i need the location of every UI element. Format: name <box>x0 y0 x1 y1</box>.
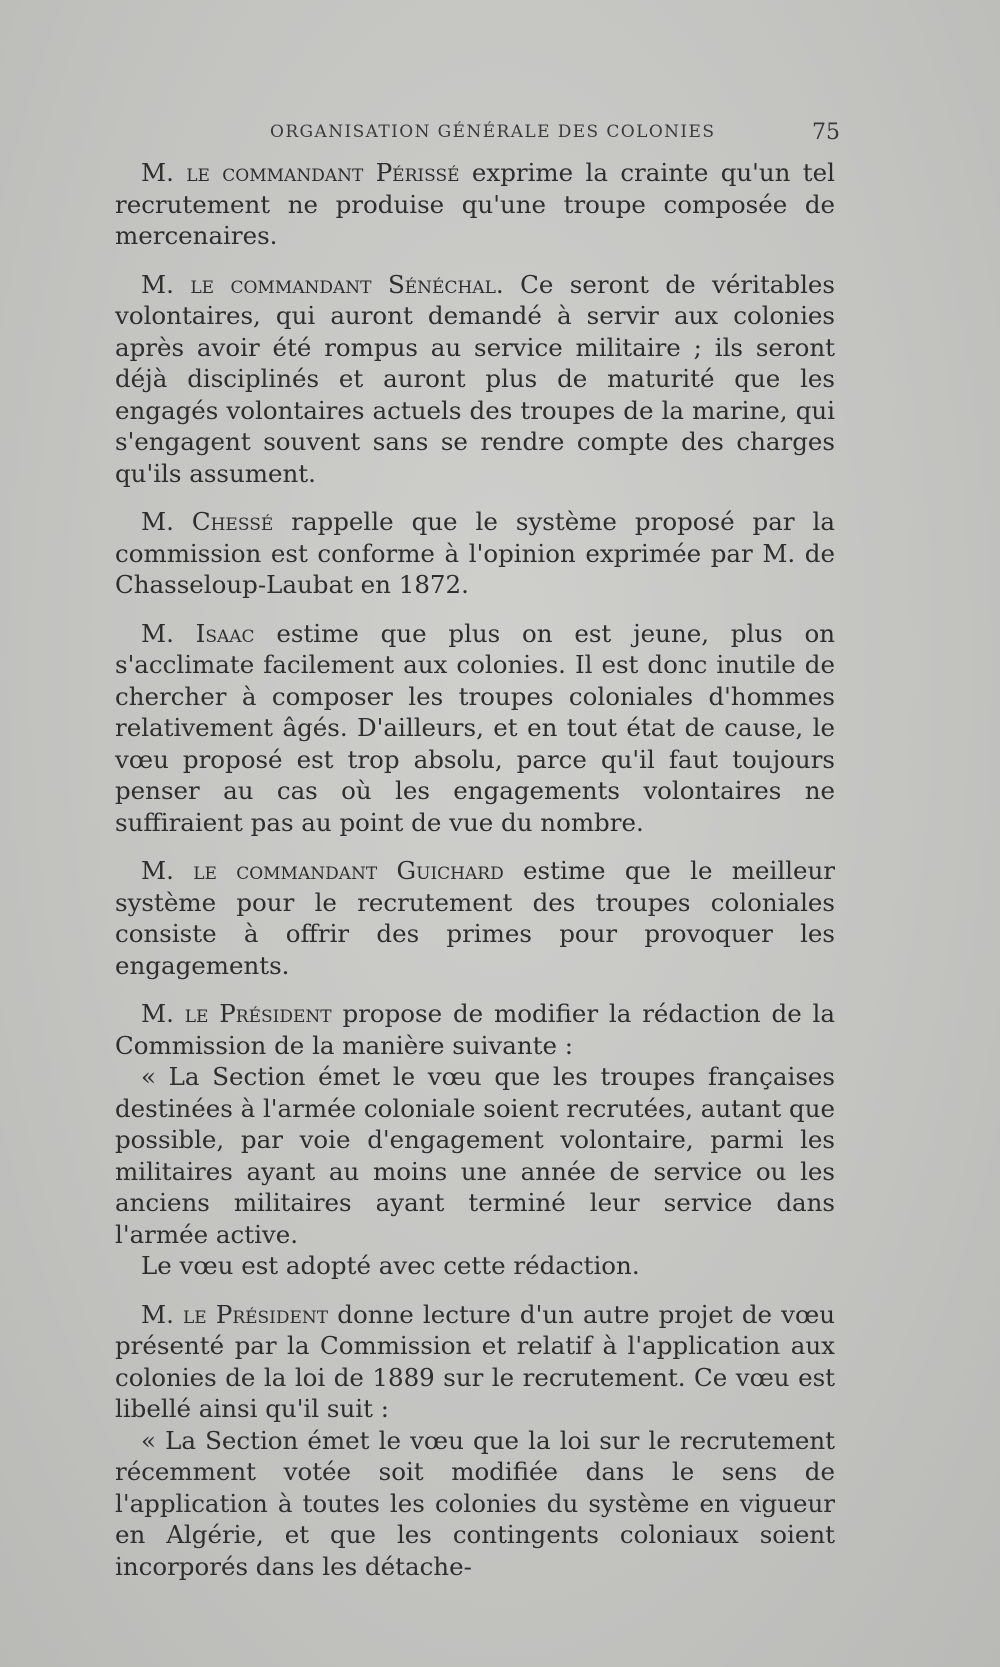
paragraph-isaac <box>115 618 835 839</box>
paragraph-perisse <box>115 157 835 252</box>
page-header <box>115 122 840 150</box>
paragraph-voeu-recrutement <box>115 1425 835 1583</box>
paragraph-text: rappelle que le système proposé par la commission est conforme à l'opinion exprimée par M. de Chasseloup-Laubat en 1872. <box>115 507 835 599</box>
paragraph-text: Ce seront de véritables volontaires, qui auront demandé à servir aux colonies après avoir été rompus au service militaire ; ils seront déjà disciplinés et auront plus de maturité que les engagés volontaires actuels des troupes de la marine, qui s'engagent souvent sans se rendre compte des charges qu'ils assument. <box>115 269 835 488</box>
paragraph-voeu-text <box>115 1061 835 1250</box>
paragraph-text: estime que plus on est jeune, plus on s'acclimate facilement aux colonies. Il est donc inutile de chercher à composer les troupes coloniales d'hommes relativement âgés. D'ailleurs, et en tout état de cause, le vœu proposé est trop absolu, parce qu'il faut toujours penser au cas où les engagements volontaires ne suffiraient pas au point de vue du nombre. <box>115 618 835 837</box>
page-number: 75 <box>812 120 840 145</box>
paragraph-text: « La Section émet le vœu que les troupes françaises destinées à l'armée coloniale soient recrutées, autant que possible, par voie d'engagement volontaire, parmi les militaires ayant au moins une année de service ou les anciens militaires ayant terminé leur service dans l'armée active. <box>115 1062 835 1249</box>
speaker-name: M. le commandant Guichard <box>141 856 504 885</box>
speaker-name: M. Chessé <box>141 507 274 536</box>
paragraph-chesse <box>115 506 835 601</box>
paragraph-text: propose de modifier la rédaction de la Commission de la manière suivante : <box>115 999 835 1060</box>
paragraph-guichard <box>115 855 835 981</box>
paragraph-text: exprime la crainte qu'un tel recrutement ne produise qu'une troupe composée de mercenaires. <box>115 158 835 250</box>
paragraph-text: « La Section émet le vœu que la loi sur le recrutement récemment votée soit modifiée dans le sens de l'application à toutes les colonies du système en vigueur en Algérie, et que les contingents coloniaux soient incorporés dans les détache- <box>115 1425 835 1581</box>
body-text <box>115 157 835 1599</box>
paragraph-text: donne lecture d'un autre projet de vœu présenté par la Commission et relatif à l'application aux colonies de la loi de 1889 sur le recrutement. Ce vœu est libellé ainsi qu'il suit : <box>115 1299 835 1423</box>
speaker-name: M. le commandant Périssé <box>141 158 460 187</box>
speaker-name: M. le Président <box>141 999 332 1028</box>
speaker-name: M. le Président <box>141 1299 329 1329</box>
paragraph-text: estime que le meilleur système pour le recrutement des troupes coloniales consiste à offrir des primes pour provoquer les engagements. <box>115 856 835 980</box>
paragraph-voeu-adopte <box>115 1250 835 1282</box>
running-title: ORGANISATION GÉNÉRALE DES COLONIES <box>270 122 716 142</box>
speaker-name: M. Isaac <box>141 618 255 648</box>
paragraph-senechal <box>115 269 835 490</box>
paragraph-text: Le vœu est adopté avec cette rédaction. <box>141 1251 640 1280</box>
paragraph-president-propose <box>115 998 835 1061</box>
speaker-name: M. le commandant Sénéchal. <box>141 269 504 299</box>
paragraph-president-lecture <box>115 1299 835 1425</box>
